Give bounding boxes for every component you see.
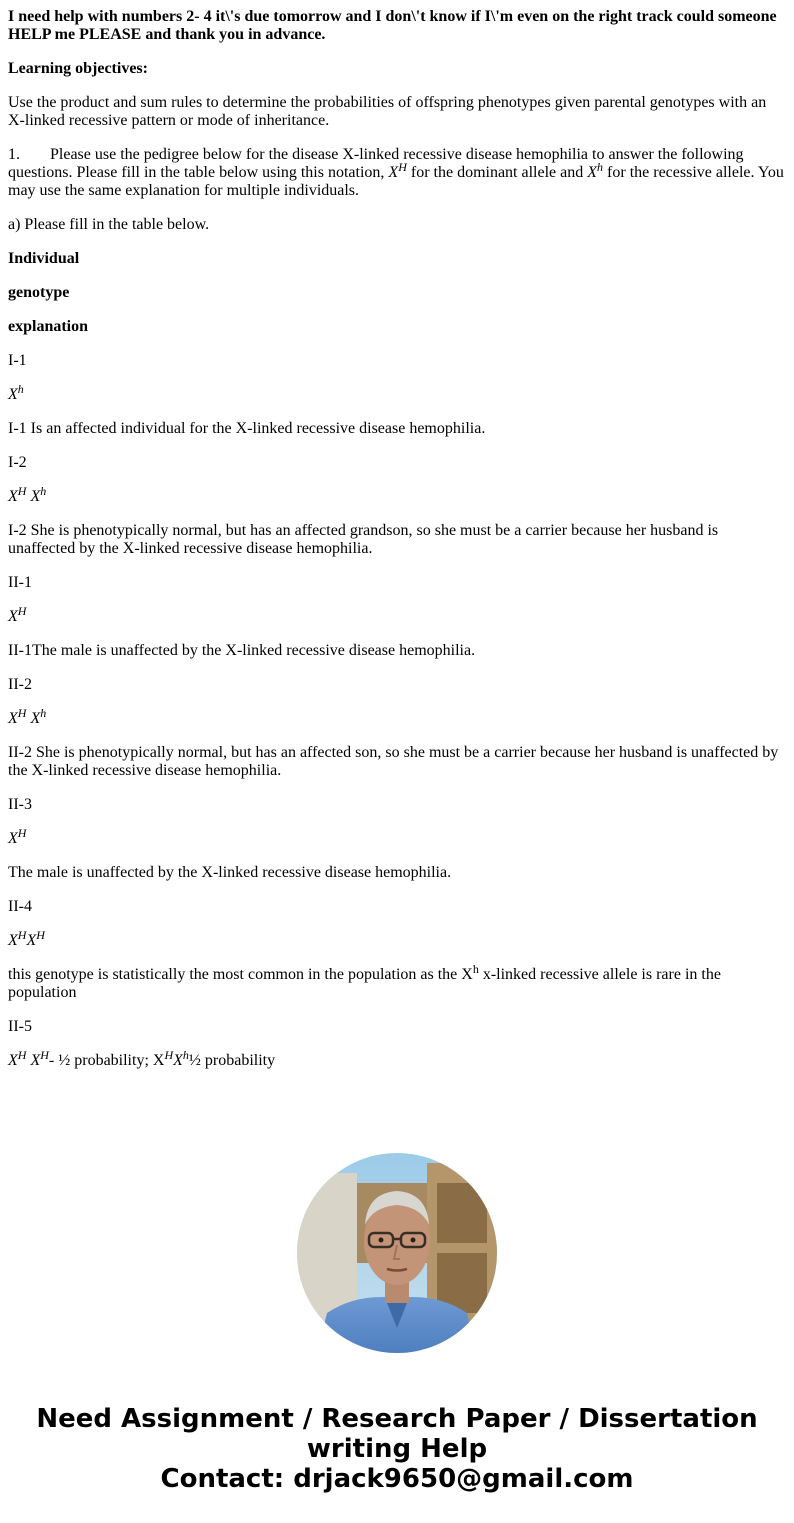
row-explanation-II-4: this genotype is statistically the most common in the population as the $X^h$ x-linked recessive allele is rare in the population <box>8 962 721 1001</box>
promo-line-1: Need Assignment / Research Paper / Dissertation <box>36 1404 758 1434</box>
row-genotype-II-3: $X^H$ <box>8 826 27 847</box>
row-genotype-II-5: $X^H$ $X^H-$ ½ probability; $X^HX^h\frac{1}{2}$ probability <box>8 1048 276 1069</box>
row-genotype-I-2: $X^H$ $X^h$ <box>8 484 47 505</box>
header-genotype: genotype <box>8 284 70 301</box>
row-individual-II-4: II-4 <box>8 898 32 915</box>
row-individual-I-2: I-2 <box>8 454 27 471</box>
author-portrait-image <box>297 1153 497 1353</box>
row-genotype-I-1: $X^h$ <box>8 382 24 403</box>
promo-line-2: writing Help <box>306 1434 488 1464</box>
objectives-text: Use the product and sum rules to determine the probabilities of offspring phenotypes given parental genotypes with an X-linked recessive pattern or mode of inheritance. <box>8 94 767 129</box>
row-explanation-II-3: The male is unaffected by the X-linked recessive disease hemophilia. <box>8 864 452 881</box>
question-1a: a) Please fill in the table below. <box>8 216 210 233</box>
header-individual: Individual <box>8 250 80 267</box>
dominant-notation: $X^H$ <box>388 160 407 181</box>
recessive-notation: $X^h$ <box>587 160 604 181</box>
row-explanation-I-2: I-2 She is phenotypically normal, but has an affected grandson, so she must be a carrier because her husband is unaffected by the X-linked recessive disease hemophilia. <box>8 522 719 557</box>
row-explanation-II-2: II-2 She is phenotypically normal, but has an affected son, so she must be a carrier because her husband is unaffected by the X-linked recessive disease hemophilia. <box>8 744 779 779</box>
row-individual-II-1: II-1 <box>8 574 32 591</box>
row-genotype-II-2: $X^H$ $X^h$ <box>8 706 47 727</box>
question-1-number: 1. <box>8 146 20 163</box>
row-individual-II-5: II-5 <box>8 1018 32 1035</box>
promo-banner <box>0 1404 794 1494</box>
row-individual-II-2: II-2 <box>8 676 32 693</box>
question-1-text-c: for the recessive allele. You may use the same explanation for multiple individuals. <box>8 164 784 199</box>
question-1-text-a: Please use the pedigree below for the disease X-linked recessive disease hemophilia to answer the following questions. Please fill in the table below using this notation, <box>8 146 744 181</box>
row-genotype-II-1: $X^H$ <box>8 604 27 625</box>
row-explanation-II-1: II-1The male is unaffected by the X-linked recessive disease hemophilia. <box>8 642 476 659</box>
row-individual-I-1: I-1 <box>8 352 27 369</box>
objectives-heading: Learning objectives: <box>8 60 148 77</box>
question-title: I need help with numbers 2- 4 it\'s due tomorrow and I don\'t know if I\'m even on the right track could someone HELP me PLEASE and thank you in advance. <box>8 8 777 43</box>
author-photo <box>297 1153 497 1353</box>
question-1 <box>8 146 786 200</box>
header-explanation: explanation <box>8 318 89 335</box>
question-1-text-b: for the dominant allele and <box>406 164 588 181</box>
row-individual-II-3: II-3 <box>8 796 32 813</box>
promo-contact: Contact: drjack9650@gmail.com <box>160 1464 634 1494</box>
row-explanation-I-1: I-1 Is an affected individual for the X-linked recessive disease hemophilia. <box>8 420 486 437</box>
row-genotype-II-4: $X^HX^H$ <box>8 928 45 949</box>
